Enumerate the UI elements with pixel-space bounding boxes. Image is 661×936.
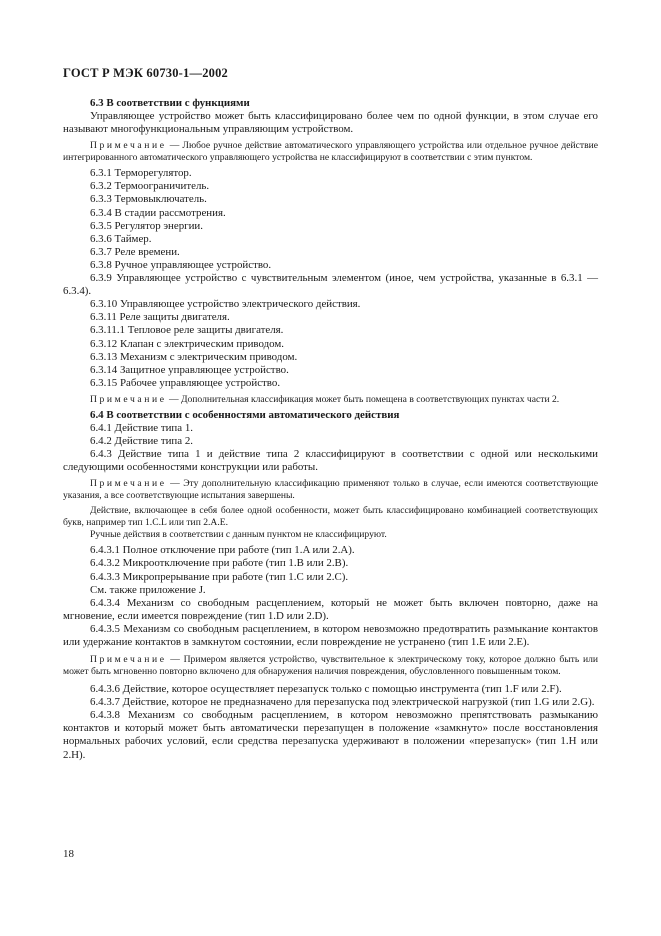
note-text: — Эту дополнительную классификацию применяют только в случае, если имеются соответствующие указания, а все соответствующие испытания завершены. [63,478,598,502]
paragraph: 6.4.2 Действие типа 2. [90,435,193,448]
list-item: 6.3.2 Термоограничитель. [90,180,210,193]
paragraph: 6.4.3.6 Действие, которое осуществляет перезапуск только с помощью инструмента (тип 1.F или 2.F). [90,683,562,696]
note-text: — Примером является устройство, чувствительное к электрическому току, которое должно быть или может быть мгновенно повторно включено для обнаружения наличия повреждения, обусловленного повышенным током. [63,654,598,678]
list-item: 6.3.4 В стадии рассмотрения. [90,206,226,219]
list-item: 6.3.13 Механизм с электрическим приводом. [90,350,298,363]
list-item: 6.3.14 Защитное управляющее устройство. [90,363,289,376]
page-number: 18 [63,848,74,860]
note [63,654,598,678]
note-label: Примечание [90,140,167,152]
paragraph: 6.4.3.8 Механизм со свободным расцеплением, в котором невозможно препятствовать размыканию контактов и который может быть автоматически перезапущен в положение «замкнуто» после восстановления нормальных рабочих условий, если средства перезапуска удерживают в положении «перезапуск» (тип 1.H или 2.H). [63,709,598,761]
paragraph: 6.4.3.4 Механизм со свободным расцеплением, который не может быть включен повторно, даже на мгновение, если имеется повреждение (тип 1.D или 2.D). [63,596,598,622]
note-label: Примечание [90,654,167,666]
note-text: — Дополнительная классификация может быть помещена в соответствующих пунктах части 2. [168,393,560,405]
note-text: — Любое ручное действие автоматического управляющего устройства или отдельное ручное действие интегрированного автоматического управляющего устройства не классифицируют в соответствии с этим пунктом. [63,140,598,164]
note [63,140,598,164]
note-label: Примечание [90,393,167,405]
section-heading: 6.3 В соответствии с функциями [90,97,250,109]
paragraph: 6.4.3.3 Микропрерывание при работе (тип 1.C или 2.C). [90,570,349,583]
list-item: 6.3.12 Клапан с электрическим приводом. [90,337,285,350]
list-item: 6.3.7 Реле времени. [90,245,180,258]
note-continuation: Действие, включающее в себя более одной особенности, может быть классифицировано комбинацией соответствующих букв, например тип 1.C.L или тип 2.A.E. [63,505,598,529]
paragraph: Управляющее устройство может быть классифицировано более чем по одной функции, в этом случае его называют многофункциональным управляющим устройством. [63,110,598,136]
list-item: 6.3.3 Термовыключатель. [90,193,207,206]
list-item: 6.3.8 Ручное управляющее устройство. [90,258,272,271]
paragraph: 6.4.3.5 Механизм со свободным расцеплением, в котором невозможно предотвратить размыкание контактов или удержание контактов в замкнутом состоянии, если повреждение не устранено (тип 1.E или 2.E). [63,622,598,648]
list-item: 6.3.11.1 Тепловое реле защиты двигателя. [90,324,284,337]
paragraph: 6.4.3.2 Микроотключение при работе (тип 1.B или 2.B). [90,557,349,570]
note [63,478,598,502]
list-item: 6.3.1 Терморегулятор. [90,167,192,180]
page-body [63,97,598,762]
paragraph: См. также приложение J. [90,583,206,596]
list-item: 6.3.15 Рабочее управляющее устройство. [90,376,281,389]
paragraph: 6.4.3.7 Действие, которое не предназначено для перезапуска под электрической нагрузкой (тип 1.G или 2.G). [90,696,595,709]
list-item: 6.3.6 Таймер. [90,232,152,245]
paragraph: 6.4.3 Действие типа 1 и действие типа 2 классифицируют в соответствии с одной или несколькими следующими особенностями конструкции или работы. [63,448,598,474]
note-continuation: Ручные действия в соответствии с данным пунктом не классифицируют. [90,529,387,541]
list-item: 6.3.10 Управляющее устройство электрического действия. [90,298,361,311]
list-item: 6.3.9 Управляющее устройство с чувствительным элементом (иное, чем устройства, указанные в 6.3.1 — 6.3.4). [63,272,598,298]
list-item: 6.3.5 Регулятор энергии. [90,219,203,232]
paragraph: 6.4.3.1 Полное отключение при работе (тип 1.A или 2.A). [90,544,355,557]
note-label: Примечание [90,478,167,490]
section-heading: 6.4 В соответствии с особенностями автоматического действия [90,408,400,421]
note [63,394,598,406]
document-standard-header: ГОСТ Р МЭК 60730-1—2002 [63,66,228,80]
paragraph: 6.4.1 Действие типа 1. [90,421,193,434]
list-item: 6.3.11 Реле защиты двигателя. [90,311,230,324]
